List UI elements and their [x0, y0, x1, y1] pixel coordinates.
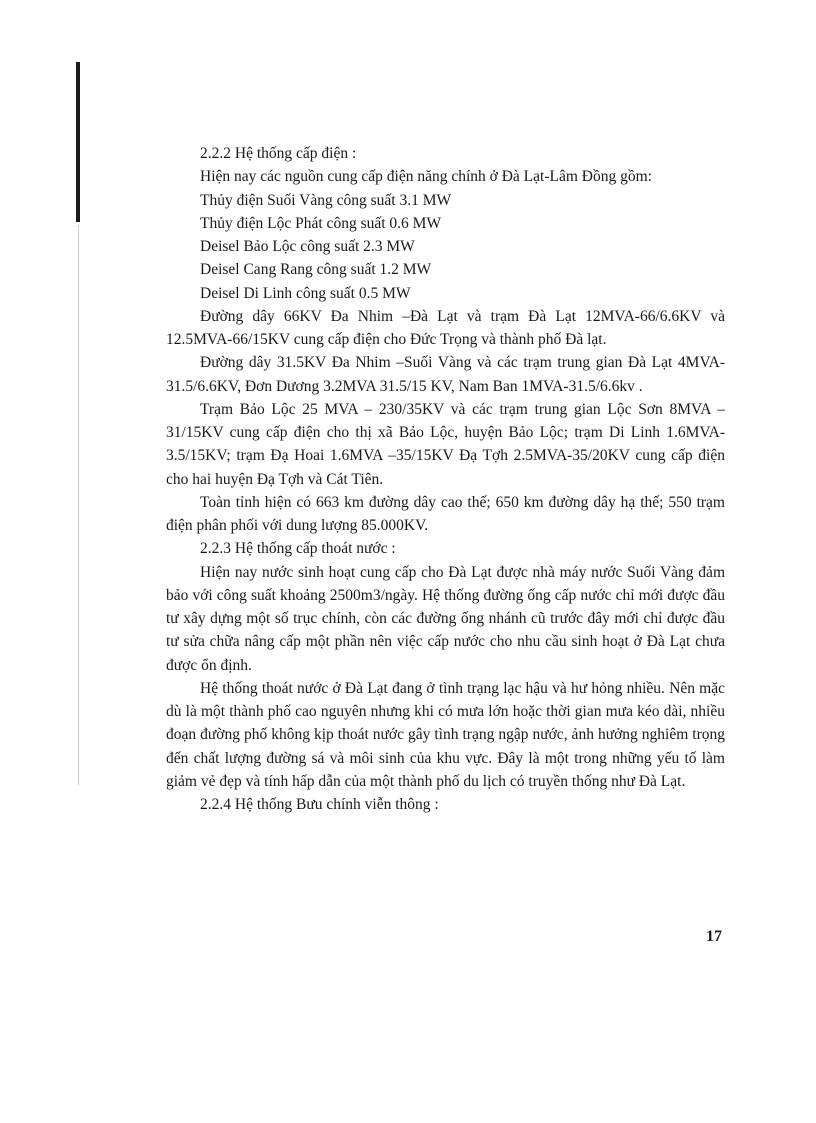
power-line-31kv-paragraph: Đường dây 31.5KV Đa Nhim –Suối Vàng và các trạm trung gian Đà Lạt 4MVA-31.5/6.6KV, Đơn Dương 3.2MVA 31.5/15 KV, Nam Ban 1MVA-31.5/6.6kv .	[166, 354, 725, 395]
drainage-paragraph: Hệ thống thoát nước ở Đà Lạt đang ở tình trạng lạc hậu và hư hỏng nhiều. Nên mặc dù là một thành phố cao nguyên nhưng khi có mưa lớn hoặc thời gian mưa kéo dài, nhiều đoạn đường phố không kịp thoát nước gây tình trạng ngập nước, ảnh hưởng nghiêm trọng đến chất lượng đường sá và môi sinh của khu vực. Đây là một trong những yếu tố làm giảm vẻ đẹp và tính hấp dẫn của một thành phố du lịch có truyền thống như Đà Lạt.	[166, 679, 725, 790]
power-source-item: Deisel Cang Rang công suất 1.2 MW	[200, 261, 432, 279]
power-source-item: Thủy điện Suối Vàng công suất 3.1 MW	[200, 191, 452, 209]
power-sources-intro: Hiện nay các nguồn cung cấp điện năng chính ở Đà Lạt-Lâm Đồng gồm:	[200, 168, 652, 186]
page-number: 17	[706, 928, 722, 945]
scan-edge-line	[78, 225, 79, 785]
page-content	[166, 142, 725, 816]
bao-loc-station-paragraph: Trạm Bảo Lộc 25 MVA – 230/35KV và các trạm trung gian Lộc Sơn 8MVA –31/15KV cung cấp điện cho thị xã Bảo Lộc, huyện Bảo Lộc; trạm Di Linh 1.6MVA-3.5/15KV; trạm Đạ Hoai 1.6MVA –35/15KV Đạ Tợh 2.5MVA-35/20KV cung cấp điện cho hai huyện Đạ Tợh và Cát Tiên.	[166, 400, 725, 488]
power-line-66kv-paragraph: Đường dây 66KV Đa Nhim –Đà Lạt và trạm Đà Lạt 12MVA-66/6.6KV và 12.5MVA-66/15KV cung cấp điện cho Đức Trọng và thành phố Đà lạt.	[166, 307, 725, 348]
section-heading-2-2-3: 2.2.3 Hệ thống cấp thoát nước :	[200, 540, 396, 558]
power-source-item: Deisel Bảo Lộc công suất 2.3 MW	[200, 238, 415, 255]
scan-edge-mark	[76, 62, 80, 222]
section-heading-2-2-4: 2.2.4 Hệ thống Bưu chính viễn thông :	[200, 796, 439, 813]
province-grid-paragraph: Toàn tỉnh hiện có 663 km đường dây cao thế; 650 km đường dây hạ thế; 550 trạm điện phân phối với dung lượng 85.000KV.	[166, 493, 725, 534]
section-heading-2-2-2: 2.2.2 Hệ thống cấp điện :	[200, 145, 357, 162]
power-source-item: Deisel Di Linh công suất 0.5 MW	[200, 284, 411, 302]
water-supply-paragraph: Hiện nay nước sinh hoạt cung cấp cho Đà Lạt được nhà máy nước Suối Vàng đảm bảo với công suất khoảng 2500m3/ngày. Hệ thống đường ống cấp nước chỉ mới được đầu tư xây dựng một số trục chính, còn các đường ống nhánh cũ trước đây mới chỉ được đầu tư sửa chữa nâng cấp một phần nên việc cấp nước cho nhu cầu sinh hoạt ở Đà Lạt chưa được ổn định.	[166, 563, 725, 674]
power-source-item: Thủy điện Lộc Phát công suất 0.6 MW	[200, 214, 442, 232]
